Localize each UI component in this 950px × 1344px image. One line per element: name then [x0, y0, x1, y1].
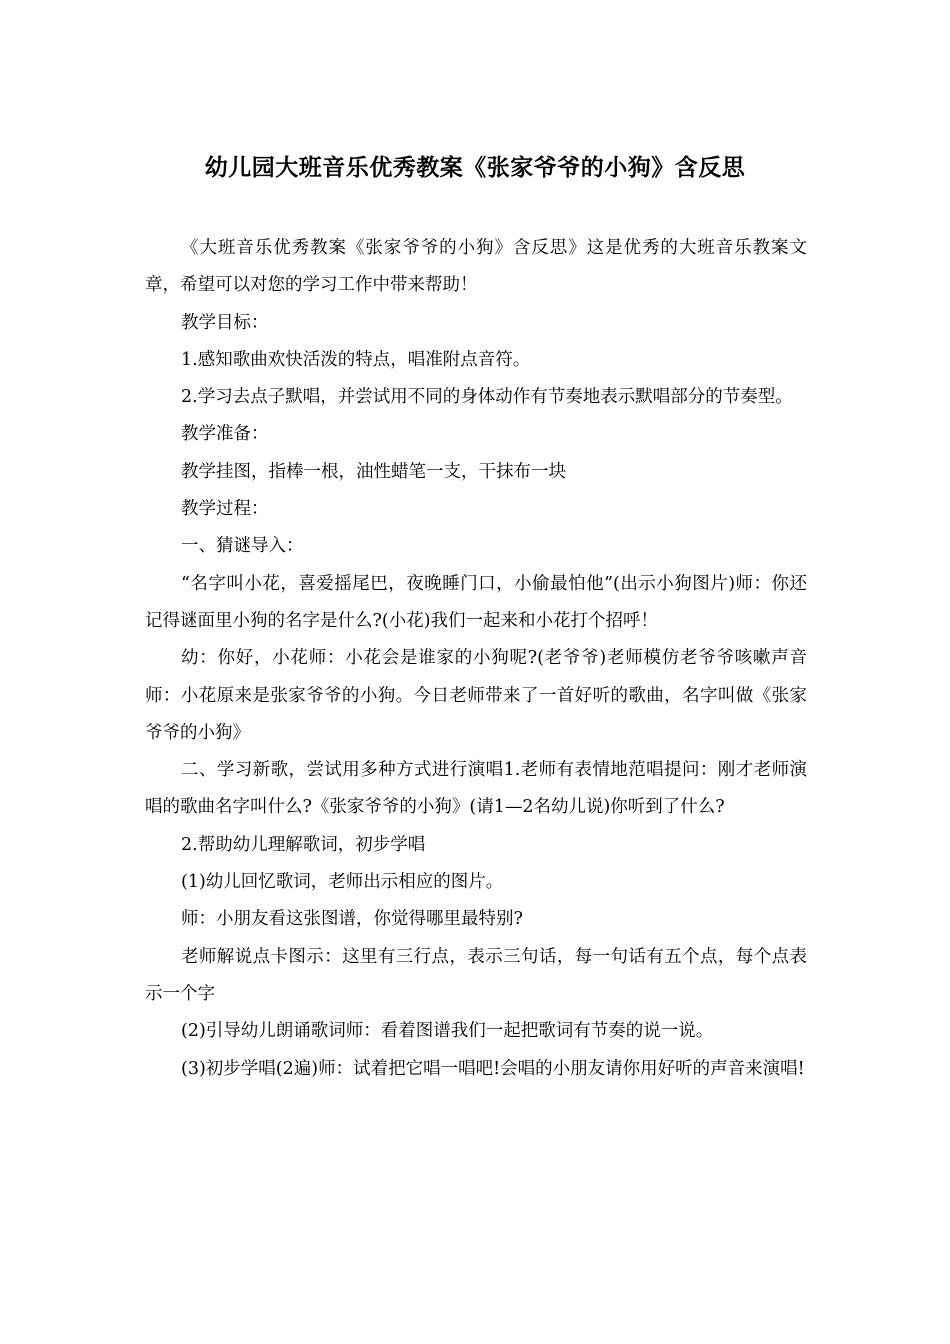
paragraph-goal-1: 1.感知歌曲欢快活泼的特点，唱准附点音符。 — [181, 349, 531, 370]
paragraph-riddle: “名字叫小花，喜爱摇尾巴，夜晚睡门口，小偷最怕他”(出示小狗图片)师：你还记得谜面里小狗的名字是什么?(小花)我们一起来和小花打个招呼！ — [145, 573, 807, 631]
paragraph-heading-process: 教学过程： — [181, 499, 269, 520]
document-body — [145, 230, 807, 1088]
paragraph-step-2-2-1: (1)幼儿回忆歌词，老师出示相应的图片。 — [181, 872, 504, 893]
paragraph-step-2-2: 2.帮助幼儿理解歌词，初步学唱 — [181, 834, 426, 855]
paragraph-step-1-heading: 一、猜谜导入： — [181, 536, 304, 557]
paragraph-goal-2: 2.学习去点子默唱，并尝试用不同的身体动作有节奏地表示默唱部分的节奏型。 — [181, 387, 793, 408]
paragraph-step-2-2-3: (3)初步学唱(2遍)师：试着把它唱一唱吧!会唱的小朋友请你用好听的声音来演唱! — [181, 1058, 805, 1079]
paragraph-step-2-2-2: (2)引导幼儿朗诵歌词师：看着图谱我们一起把歌词有节奏的说一说。 — [181, 1021, 714, 1042]
paragraph-greeting: 幼：你好，小花师：小花会是谁家的小狗呢?(老爷爷)老师模仿老爷爷咳嗽声音师：小花原来是张家爷爷的小狗。今日老师带来了一首好听的歌曲，名字叫做《张家爷爷的小狗》 — [145, 648, 807, 743]
paragraph-step-2: 二、学习新歌，尝试用多种方式进行演唱1.老师有表情地范唱提问：刚才老师演唱的歌曲名字叫什么?《张家爷爷的小狗》(请1—2名幼儿说)你听到了什么? — [145, 760, 807, 818]
document-title: 幼儿园大班音乐优秀教案《张家爷爷的小狗》含反思 — [204, 155, 746, 181]
paragraph-heading-preparation: 教学准备： — [181, 424, 269, 445]
paragraph-teacher-question: 师：小朋友看这张图谱，你觉得哪里最特别? — [181, 909, 523, 930]
paragraph-preparation: 教学挂图，指棒一根，油性蜡笔一支，干抹布一块 — [181, 461, 566, 482]
paragraph-teacher-explain: 老师解说点卡图示：这里有三行点，表示三句话，每一句话有五个点，每个点表示一个字 — [145, 946, 807, 1004]
paragraph-intro: 《大班音乐优秀教案《张家爷爷的小狗》含反思》这是优秀的大班音乐教案文章，希望可以对您的学习工作中带来帮助！ — [145, 238, 807, 296]
paragraph-heading-goals: 教学目标： — [181, 312, 269, 333]
